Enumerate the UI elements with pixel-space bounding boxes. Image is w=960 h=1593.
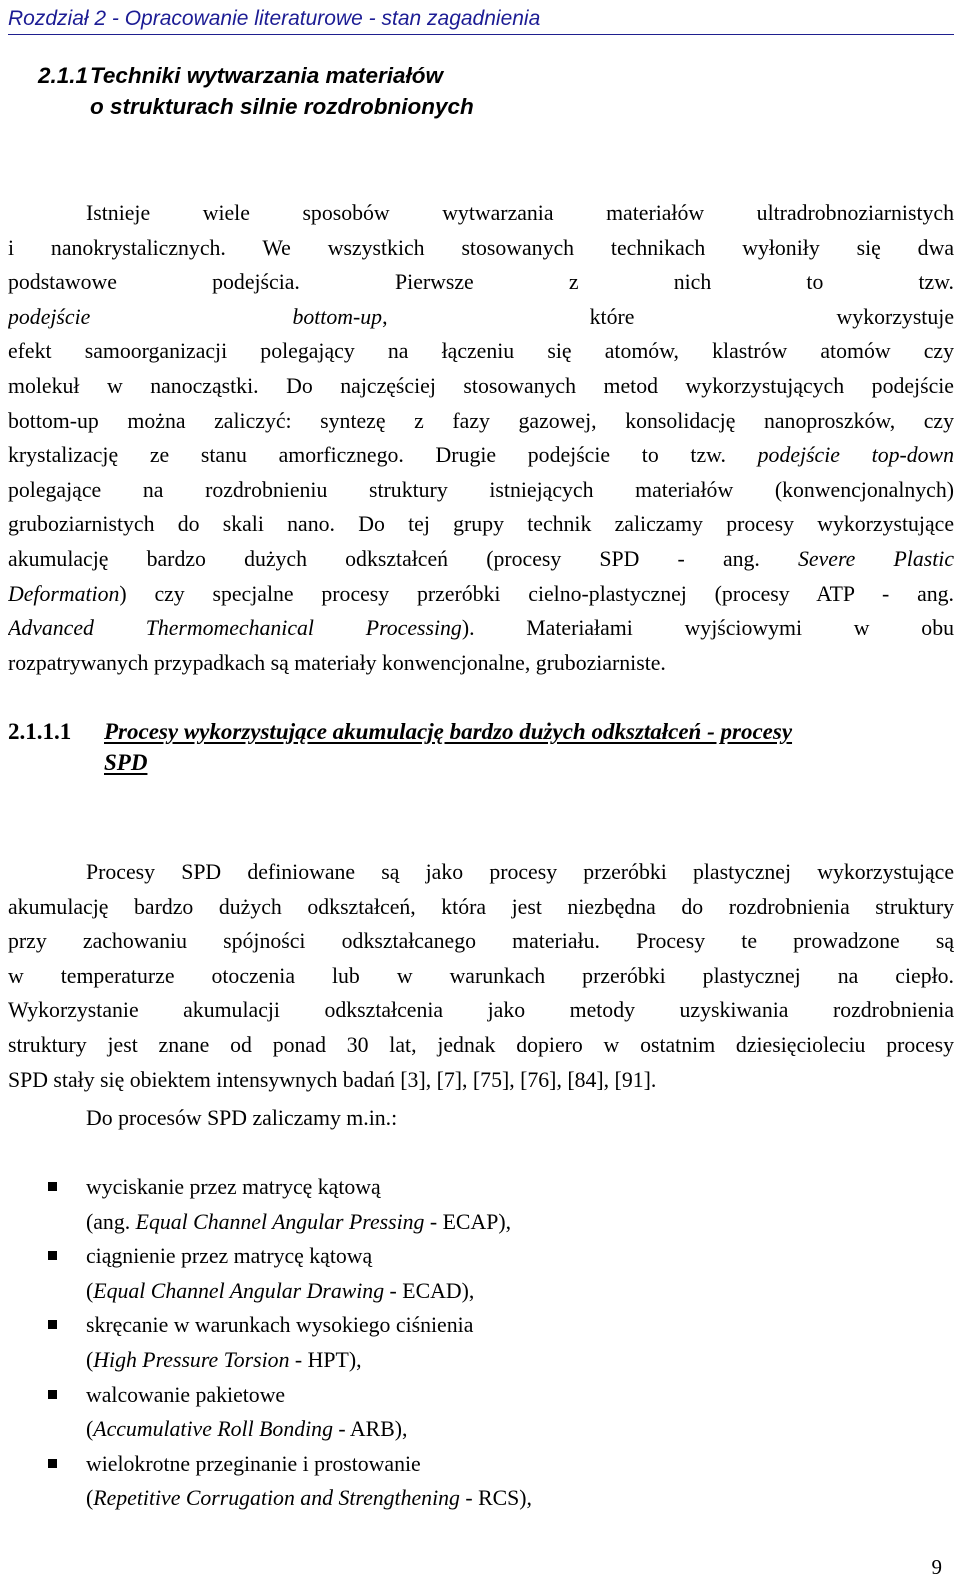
term-italic: Equal Channel Angular Drawing xyxy=(93,1278,385,1303)
text-line: Procesy SPD definiowane są jako procesy przeróbki plastycznej wykorzystujące xyxy=(86,860,954,884)
list-item xyxy=(48,1447,928,1516)
text-fragment: Do tej grupy technik zaliczamy procesy wykorzystujące xyxy=(358,512,954,537)
text-line: w temperaturze otoczenia lub w warunkach przeróbki plastycznej na ciepło. xyxy=(8,963,954,988)
term-suffix: - ECAP), xyxy=(424,1209,512,1234)
section-number: 2.1.1 xyxy=(38,63,89,88)
term-suffix: - RCS), xyxy=(459,1486,533,1511)
list-item xyxy=(48,1378,928,1447)
text-line xyxy=(8,611,954,646)
square-bullet-icon xyxy=(48,1182,57,1191)
text-line: bottom-up można zaliczyć: syntezę z fazy gazowej, konsolidację nanoproszków, czy xyxy=(8,408,954,433)
term-top-down: podejście top-down xyxy=(757,443,954,468)
text-fragment: krystalizację ze stanu amorficznego. Drugie podejście to tzw. xyxy=(8,443,726,468)
term-prefix: (ang. xyxy=(86,1209,136,1234)
paragraph-spd-definition xyxy=(8,855,954,1097)
process-english-term xyxy=(86,1274,928,1309)
process-english-term xyxy=(86,1412,928,1447)
term-italic: Accumulative Roll Bonding xyxy=(93,1417,333,1442)
list-item xyxy=(48,1239,928,1308)
text-fragment: ) czy specjalne procesy przeróbki cielno-plastycznej (procesy ATP - ang. xyxy=(119,581,954,606)
text-line: rozpatrywanych przypadkach są materiały konwencjonalne, gruboziarniste. xyxy=(8,650,666,675)
term-prefix: ( xyxy=(86,1417,94,1442)
text-line: przy zachowaniu spójności odkształcanego materiału. Procesy te prowadzone są xyxy=(8,929,954,954)
process-english-term xyxy=(86,1343,928,1378)
section-title xyxy=(90,60,474,122)
term-bottom-up: podejście bottom-up xyxy=(8,304,383,329)
list-item xyxy=(48,1170,928,1239)
paragraph-bottom-up-top-down xyxy=(8,196,954,680)
running-header: Rozdział 2 - Opracowanie literaturowe - stan zagadnienia xyxy=(8,4,954,35)
text-fragment: akumulację bardzo dużych odkształceń (procesy SPD - ang. xyxy=(8,546,760,571)
text-line xyxy=(8,577,954,612)
term-prefix: ( xyxy=(86,1347,94,1372)
process-english-term xyxy=(86,1481,928,1516)
text-line xyxy=(8,542,954,577)
term-suffix: - ECAD), xyxy=(384,1278,475,1303)
term-suffix: - HPT), xyxy=(289,1347,362,1372)
text-line: polegające na rozdrobnieniu struktury istniejących materiałów (konwencjonalnych) xyxy=(8,477,954,502)
subsection-heading xyxy=(8,716,954,778)
square-bullet-icon xyxy=(48,1251,57,1260)
term-italic: High Pressure Torsion xyxy=(93,1347,290,1372)
subsection-title-line: Procesy wykorzystujące akumulację bardzo dużych odkształceń - procesy xyxy=(104,719,793,744)
text-line: SPD stały się obiektem intensywnych badań [3], [7], [75], [76], [84], [91]. xyxy=(8,1067,657,1092)
text-line: efekt samoorganizacji polegający na łączeniu się atomów, klastrów atomów czy xyxy=(8,339,954,364)
section-heading xyxy=(38,60,938,122)
list-item xyxy=(48,1308,928,1377)
square-bullet-icon xyxy=(48,1459,57,1468)
process-name: ciągnienie przez matrycę kątową xyxy=(86,1244,373,1269)
process-name: walcowanie pakietowe xyxy=(86,1382,286,1407)
term-italic: Repetitive Corrugation and Strengthening xyxy=(93,1486,460,1511)
page-number: 9 xyxy=(931,1555,942,1579)
text-line: i nanokrystalicznych. We wszystkich stosowanych technikach wyłoniły się dwa xyxy=(8,235,954,260)
text-fragment: molekuł w nanocząstki. xyxy=(8,373,259,398)
section-title-line: o strukturach silnie rozdrobnionych xyxy=(90,94,474,119)
term-prefix: ( xyxy=(86,1278,94,1303)
square-bullet-icon xyxy=(48,1390,57,1399)
term-suffix: - ARB), xyxy=(332,1417,408,1442)
text-line xyxy=(8,438,954,473)
process-name: wyciskanie przez matrycę kątową xyxy=(86,1175,381,1199)
square-bullet-icon xyxy=(48,1320,57,1329)
text-fragment: , które wykorzystuje xyxy=(382,304,954,329)
spd-process-list xyxy=(48,1170,928,1516)
subsection-title xyxy=(104,716,792,778)
term-advanced-thermomechanical: Advanced Thermomechanical Processing xyxy=(8,616,462,641)
subsection-number: 2.1.1.1 xyxy=(8,719,72,744)
list-intro: Do procesów SPD zaliczamy m.in.: xyxy=(86,1106,398,1130)
term-italic: Equal Channel Angular Pressing xyxy=(135,1209,425,1234)
text-line: Wykorzystanie akumulacji odkształcenia jako metody uzyskiwania rozdrobnienia xyxy=(8,998,954,1023)
text-line xyxy=(8,507,954,542)
text-line xyxy=(8,369,954,404)
text-line: Istnieje wiele sposobów wytwarzania materiałów ultradrobnoziarnistych xyxy=(86,201,954,225)
text-fragment: gruboziarnistych do skali nano. xyxy=(8,512,335,537)
process-name: wielokrotne przeginanie i prostowanie xyxy=(86,1451,421,1476)
text-line: struktury jest znane od ponad 30 lat, jednak dopiero w ostatnim dziesięcioleciu procesy xyxy=(8,1032,954,1057)
term-prefix: ( xyxy=(86,1486,94,1511)
text-line: podstawowe podejścia. Pierwsze z nich to tzw. xyxy=(8,270,954,295)
process-name: skręcanie w warunkach wysokiego ciśnienia xyxy=(86,1313,474,1338)
text-line xyxy=(8,300,954,335)
text-line: akumulację bardzo dużych odkształceń, która jest niezbędna do rozdrobnienia struktury xyxy=(8,894,954,919)
term-deformation: Deformation xyxy=(8,581,120,606)
subsection-title-line: SPD xyxy=(104,750,148,775)
section-title-line: Techniki wytwarzania materiałów xyxy=(90,63,444,88)
term-severe-plastic: Severe Plastic xyxy=(798,546,954,571)
process-english-term xyxy=(86,1205,928,1240)
text-fragment: ). Materiałami wyjściowymi w obu xyxy=(461,616,954,641)
text-fragment: Do najczęściej stosowanych metod wykorzystujących podejście xyxy=(286,373,954,398)
